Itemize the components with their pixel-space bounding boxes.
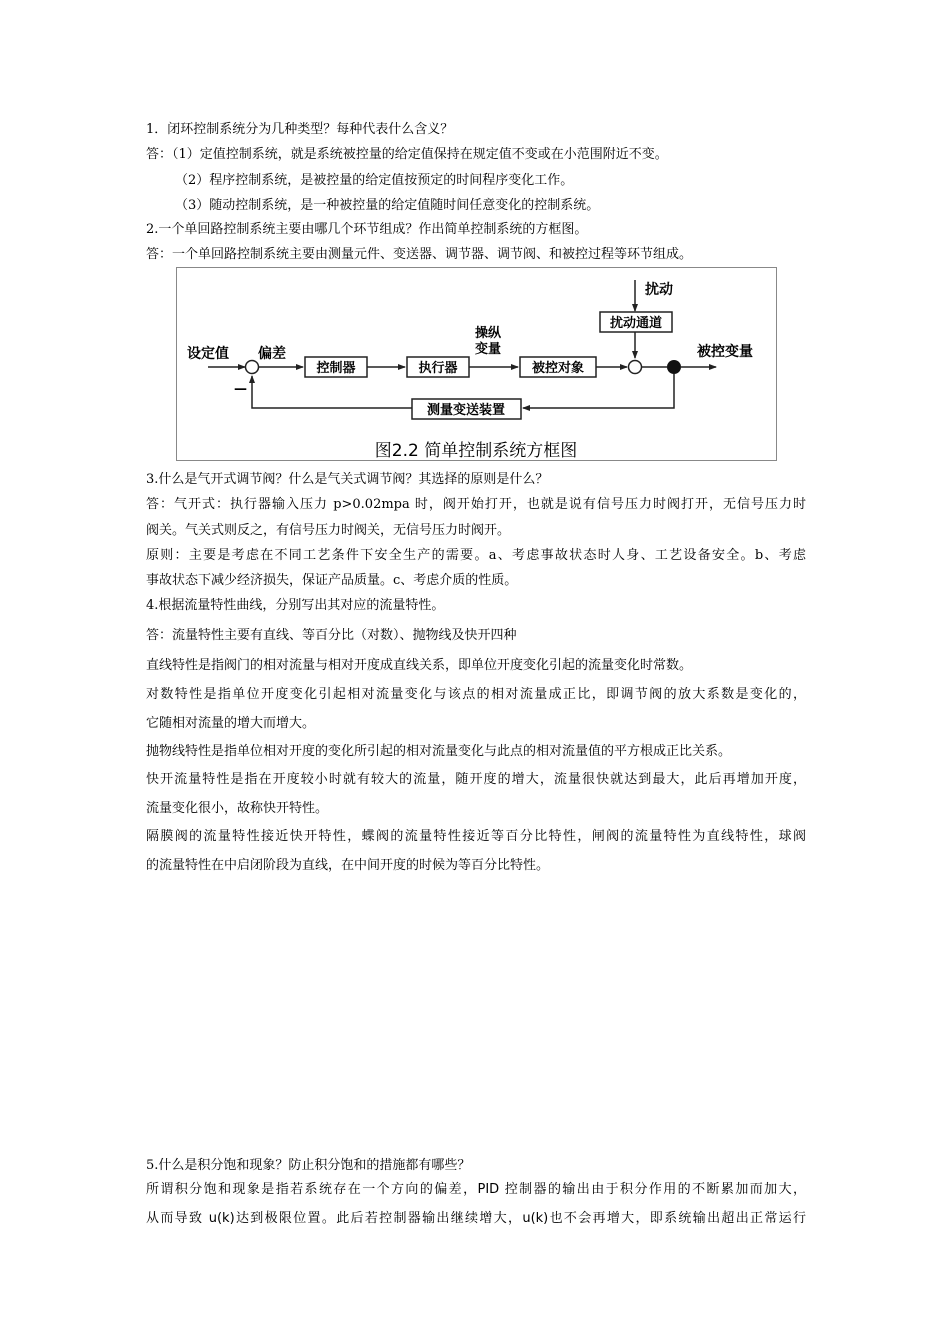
output-pickoff-node: [667, 360, 681, 374]
q3-title: 3.什么是气开式调节阀？什么是气关式调节阀？其选择的原则是什么？: [146, 472, 549, 487]
q5-answer-2: 从而导致 u(k)达到极限位置。此后若控制器输出继续增大，u(k)也不会再增大，即系统输出超出正常运行: [146, 1211, 806, 1226]
diagram-caption: 图2.2 简单控制系统方框图: [374, 441, 578, 461]
q4-parabolic: 抛物线特性是指单位相对开度的变化所引起的相对流量变化与此点的相对流量值的平方根成正比关系。: [146, 744, 732, 759]
q3-principle-2: 事故状态下减少经济损失，保证产品质量。c、考虑介质的性质。: [146, 573, 518, 588]
q4-valves-1: 隔膜阀的流量特性接近快开特性，蝶阀的流量特性接近等百分比特性，闸阀的流量特性为直线特性，球阀: [146, 829, 806, 844]
q3-answer-2: 阀关。气关式则反之，有信号压力时阀关，无信号压力时阀开。: [146, 523, 511, 538]
q2-answer: 答：一个单回路控制系统主要由测量元件、变送器、调节器、调节阀、和被控过程等环节组成。: [146, 247, 693, 262]
manipulated-label-1: 操纵: [474, 326, 502, 341]
q3-principle-1: 原则：主要是考虑在不同工艺条件下安全生产的需要。a、考虑事故状态时人身、工艺设备安全。b、考虑: [146, 548, 806, 563]
q1-answer-3: （3）随动控制系统，是一种被控量的给定值随时间任意变化的控制系统。: [175, 198, 600, 213]
q4-title: 4.根据流量特性曲线，分别写出其对应的流量特性。: [146, 598, 445, 613]
disturbance-sum-node: [629, 361, 642, 374]
q5-title: 5.什么是积分饱和现象？防止积分饱和的措施都有哪些？: [146, 1158, 471, 1173]
setpoint-label: 设定值: [187, 346, 229, 362]
minus-sign: —: [234, 382, 247, 397]
q4-log-1: 对数特性是指单位开度变化引起相对流量变化与该点的相对流量成正比，即调节阀的放大系数是变化的，: [146, 687, 806, 702]
deviation-label: 偏差: [258, 346, 286, 362]
q1-answer-1: 答：（1）定值控制系统，就是系统被控量的给定值保持在规定值不变或在小范围附近不变。: [146, 147, 668, 162]
disturbance-channel-label: 扰动通道: [609, 316, 663, 331]
comparator-node: [246, 361, 259, 374]
actuator-label: 执行器: [418, 361, 458, 376]
control-system-block-diagram: [176, 267, 777, 461]
q4-quick-1: 快开流量特性是指在开度较小时就有较大的流量，随开度的增大，流量很快就达到最大，此后再增加开度，: [146, 772, 806, 787]
q4-linear: 直线特性是指阀门的相对流量与相对开度成直线关系，即单位开度变化引起的流量变化时常数。: [146, 658, 693, 673]
q2-title: 2.一个单回路控制系统主要由哪几个环节组成？作出简单控制系统的方框图。: [146, 222, 588, 237]
q4-valves-2: 的流量特性在中启闭阶段为直线，在中间开度的时候为等百分比特性。: [146, 858, 550, 873]
q4-quick-2: 流量变化很小，故称快开特性。: [146, 801, 329, 816]
controller-label: 控制器: [316, 361, 356, 376]
manipulated-label-2: 变量: [474, 342, 502, 357]
q5-answer-1: 所谓积分饱和现象是指若系统存在一个方向的偏差，PID 控制器的输出由于积分作用的不断累加而加大，: [146, 1182, 806, 1197]
q1-title: 1．闭环控制系统分为几种类型？每种代表什么含义？: [146, 122, 454, 137]
disturbance-label: 扰动: [645, 282, 673, 298]
controlled-variable-label: 被控变量: [697, 344, 753, 360]
measurement-label: 测量变送装置: [426, 403, 506, 418]
q1-answer-2: （2）程序控制系统，是被控量的给定值按预定的时间程序变化工作。: [175, 173, 574, 188]
q4-log-2: 它随相对流量的增大而增大。: [146, 716, 316, 731]
diagram-frame: [177, 268, 777, 461]
q4-answer: 答：流量特性主要有直线、等百分比（对数）、抛物线及快开四种: [146, 628, 517, 643]
q3-answer-1: 答：气开式：执行器输入压力 p>0.02mpa 时，阀开始打开，也就是说有信号压力时阀打开，无信号压力时: [146, 497, 806, 512]
process-label: 被控对象: [531, 361, 585, 376]
